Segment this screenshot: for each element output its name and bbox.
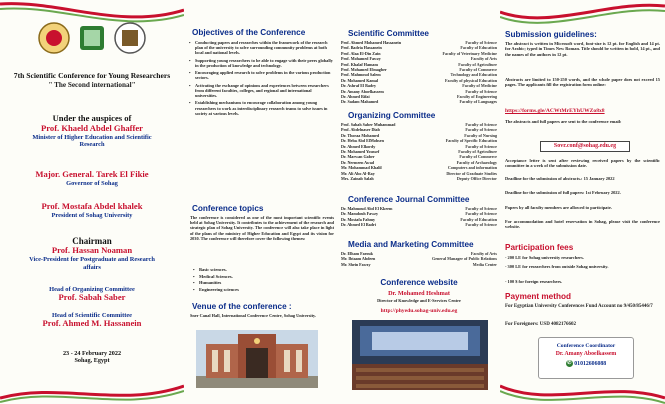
patron-role: Governor of Sohag [66, 179, 118, 187]
conference-hall-image [352, 320, 488, 390]
list-item: • Humanities [192, 280, 239, 285]
patron-name: Prof. Khaeld Abdel Ghaffer [40, 122, 143, 133]
list-item: Dr. Ahmed Rifai Faculty of Engineering [341, 93, 497, 99]
conference-email[interactable]: Sovr.conf@sohag.edu.eg [540, 141, 630, 152]
list-item: • Basic sciences. [192, 267, 239, 272]
paper-deadline: Deadline for the submission of full papers: 1st February 2022. [505, 190, 621, 195]
fee-item: - 200 LE for Sohag university researchers. [505, 255, 584, 260]
list-item: Prof. Khalaf Hamam Faculty of Agriculture [341, 61, 497, 67]
list-item: Prof. Mohamed Fawzy Faculty of Arts [341, 56, 497, 62]
conference-subtitle: " The Second international" [48, 80, 136, 89]
accommodation-text: For accommodation and hotel reservation in Sohag, please visit the conference website. [505, 219, 660, 230]
list-item: Dr. Nermeen Awad Faculty of Archaeology [341, 159, 497, 165]
list-item: Mrs. Zainab Salah Deputy Office Director [341, 175, 497, 181]
venue-building-image [196, 330, 318, 388]
submission-email-text: The abstracts and full papers are sent to the conference email: [505, 119, 622, 124]
chairman-role: Vice-President for Postgraduate and Research affairs [29, 256, 155, 271]
topics-heading: Conference topics [192, 204, 264, 213]
list-item: • Activating the exchange of opinions and experiences between researchers from different faculties, colleges, and regional and international universities. [188, 83, 334, 99]
fee-item: - 300 LE for researchers from outside Sohag university. [505, 264, 609, 269]
list-item: • Medical Sciences. [192, 274, 239, 279]
decorative-swirl [0, 378, 184, 404]
list-item: Dr. Thoraa Mohamed Faculty of Nursing [341, 132, 497, 138]
website-link[interactable]: http://phyedu.sohag-univ.edu.eg [380, 308, 458, 314]
sci-head-label: Head of Scientific Committee [51, 312, 133, 319]
phone-icon: ✆ [567, 361, 572, 366]
payment-account-foreign: For Foreigners: USD 4082176602 [505, 322, 577, 327]
list-item: Mr. Mohammad Khalil Computers and information [341, 165, 497, 171]
list-item: Dr. Mohamed Kamal Faculty of physical Education [341, 77, 497, 83]
list-item: Dr. Amany Aboelkassem Faculty of Science [341, 88, 497, 94]
organizing-heading: Organizing Committee [348, 111, 436, 120]
list-item: Mr. Ali Abo Al-Ray Director of Graduate Studies [341, 170, 497, 176]
list-item: Prof. Mahmoud Salem Technology and Education [341, 72, 497, 78]
objectives-list [188, 40, 334, 118]
list-item: Mr. Shein Fawzy Media Center [341, 261, 497, 267]
list-item: • Encouraging applied research to solve problems in the various production sectors. [188, 70, 334, 80]
list-item: Prof. Alaa El-Din Zain Faculty of Veterinary Medicine [341, 50, 497, 56]
list-item: • Engineering sciences [192, 287, 239, 292]
scientific-heading: Scientific Committee [348, 29, 429, 38]
journal-heading: Conference Journal Committee [348, 195, 470, 204]
list-item: • Conducting papers and researches within the framework of the research plan of the university to solve surrounding community problems at both local and national levels. [188, 40, 334, 56]
media-heading: Media and Marketing Committee [348, 240, 474, 249]
chairman-label: Chairman [72, 236, 112, 246]
university-logos [32, 18, 152, 58]
conference-date: 23 - 24 February 2022 [62, 350, 122, 357]
fee-item: - 100 $ for foreign researchers. [505, 279, 563, 284]
org-head-name: Prof. Sabah Saber [58, 292, 126, 303]
list-item: Dr. Mahmoud Abd El Kkeem Faculty of Science [341, 206, 497, 211]
sci-head-name: Prof. Ahmed M. Hassanein [42, 318, 142, 329]
conference-place: Sohag, Egypt [74, 357, 110, 365]
coordinator-name: Dr. Amany Aboelkassem [555, 351, 617, 357]
abstract-deadline: Deadline for the submission of abstracts.: 15 January 2022 [505, 176, 615, 181]
coordinator-label: Conference Coordinator [556, 343, 616, 349]
list-item: Dr. Elham Farouk Faculty of Arts [341, 251, 497, 256]
media-committee-list [341, 251, 497, 267]
list-item: Dr. Heba Abd ElMohsen Faculty of Specific Education [341, 138, 497, 144]
venue-heading: Venue of the conference : [192, 302, 292, 311]
list-item: Prof. Sabah Saber Muhammad Faculty of Science [341, 122, 497, 127]
list-item: Prof. Mohamed Elmagber Faculty of Commerce [341, 66, 497, 72]
list-item: Dr. Sadam Mahamed Faculty of Languages [341, 99, 497, 105]
list-item: Prof. Abdelnaser Diab Faculty of Science [341, 127, 497, 133]
list-item: Dr. Mohamed Youssef Faculty of Agriculture [341, 148, 497, 154]
list-item: Dr. Ashraf El Badry Faculty of Medicine [341, 83, 497, 89]
patron-role: Minister of Higher Education and Scientific Research [32, 133, 152, 149]
patron-role: President of Sohag University [51, 211, 133, 219]
list-item: Mr. Ibtaam Abdeen General Manager of Public Relations [341, 256, 497, 262]
list-item: • Supporting young researchers to be able to engage with their peers globally in the production of knowledge and technology. [188, 58, 334, 68]
acceptance-text: Acceptance letter is sent after reviewing received papers by the scientific committee in a week of the submission date. [505, 158, 660, 169]
website-role: Director of Knowledge and E-Services Centre [377, 298, 461, 303]
scientific-committee-list [341, 40, 497, 105]
themes-list [192, 267, 239, 293]
patron-name: Prof. Mostafa Abdel khalek [41, 201, 143, 211]
coordinator-phone[interactable]: 01012606088 [574, 360, 607, 367]
list-item: • Establishing mechanisms to encourage collaboration among young researchers to work as interdisciplinary research teams to solve issues in society at various levels. [188, 100, 334, 116]
website-heading: Conference website [380, 278, 458, 287]
list-item: Dr. Ahmed Elkordy Faculty of Science [341, 143, 497, 149]
list-item: Dr. Mostafa Fahmy Faculty of Education [341, 216, 497, 222]
payment-account-local: For Egyptian University Conferences Fund Account no 9/450/85446/7 [505, 304, 653, 309]
journal-committee-list [341, 206, 497, 228]
registration-form-link[interactable]: https://forms.gle/ACWtMrEYhUWZo8x8 [505, 108, 605, 114]
conference-title: 7th Scientific Conference for Young Researchers [13, 71, 171, 80]
list-item: Prof. Ahmed Mohamed Hassanein Faculty of Science [341, 40, 497, 45]
venue-text: Sner Canal Hall, International Conference Centre, Sohag University. [190, 313, 317, 318]
org-head-label: Head of Organizing Committee [49, 286, 135, 293]
payment-heading: Payment method [505, 292, 571, 301]
organizing-committee-list [341, 122, 497, 181]
decorative-swirl [500, 378, 665, 404]
submission-format-text: The abstract is written in Microsoft word, font-size is 12 pt. for English and 14 pt. for Arabic; typed in Times New Roman. Title should be written in bold, 14 pt., and the names of the authors in 12 pt. [505, 41, 660, 57]
objectives-heading: Objectives of the Conference [192, 28, 306, 37]
website-person: Dr. Mohamed Heshmat [388, 290, 450, 297]
chairman-name: Prof. Hassan Noaman [51, 245, 133, 256]
submission-heading: Submission guidelines: [505, 30, 597, 39]
list-item: Dr. Ahmed El Badri Faculty of Science [341, 222, 497, 228]
list-item: Prof. Badria Hassanein Faculty of Education [341, 45, 497, 51]
submission-limit-text: Abstracts are limited to 150-250 words, and the whole paper does not exceed 15 pages. The applicants fill the registration form online: [505, 77, 660, 88]
patron-name: Major. General. Tarek El Fikie [35, 169, 149, 179]
coordinator-card [538, 337, 634, 379]
list-item: Dr. Marwan Gaber Faculty of Commerce [341, 154, 497, 160]
eligibility-text: Papers by all faculty members are allowed to participate. [505, 205, 612, 210]
auspices-label: Under the auspices of [52, 113, 132, 123]
fees-heading: Participation fees [505, 243, 574, 252]
decorative-swirl [500, 0, 665, 30]
list-item: Dr. Mamdouh Fawzy Faculty of Science [341, 211, 497, 217]
topics-text: The conference is considered as one of the most important scientific events held at Sohag University. It contributes to the achievement of the research and strategic plan of Sohag University. The conference will also take place in light of the plans of the ministry of Higher Education and Egypt and its vision for 2030. The conference will therefore cover the following themes: [190, 215, 334, 241]
